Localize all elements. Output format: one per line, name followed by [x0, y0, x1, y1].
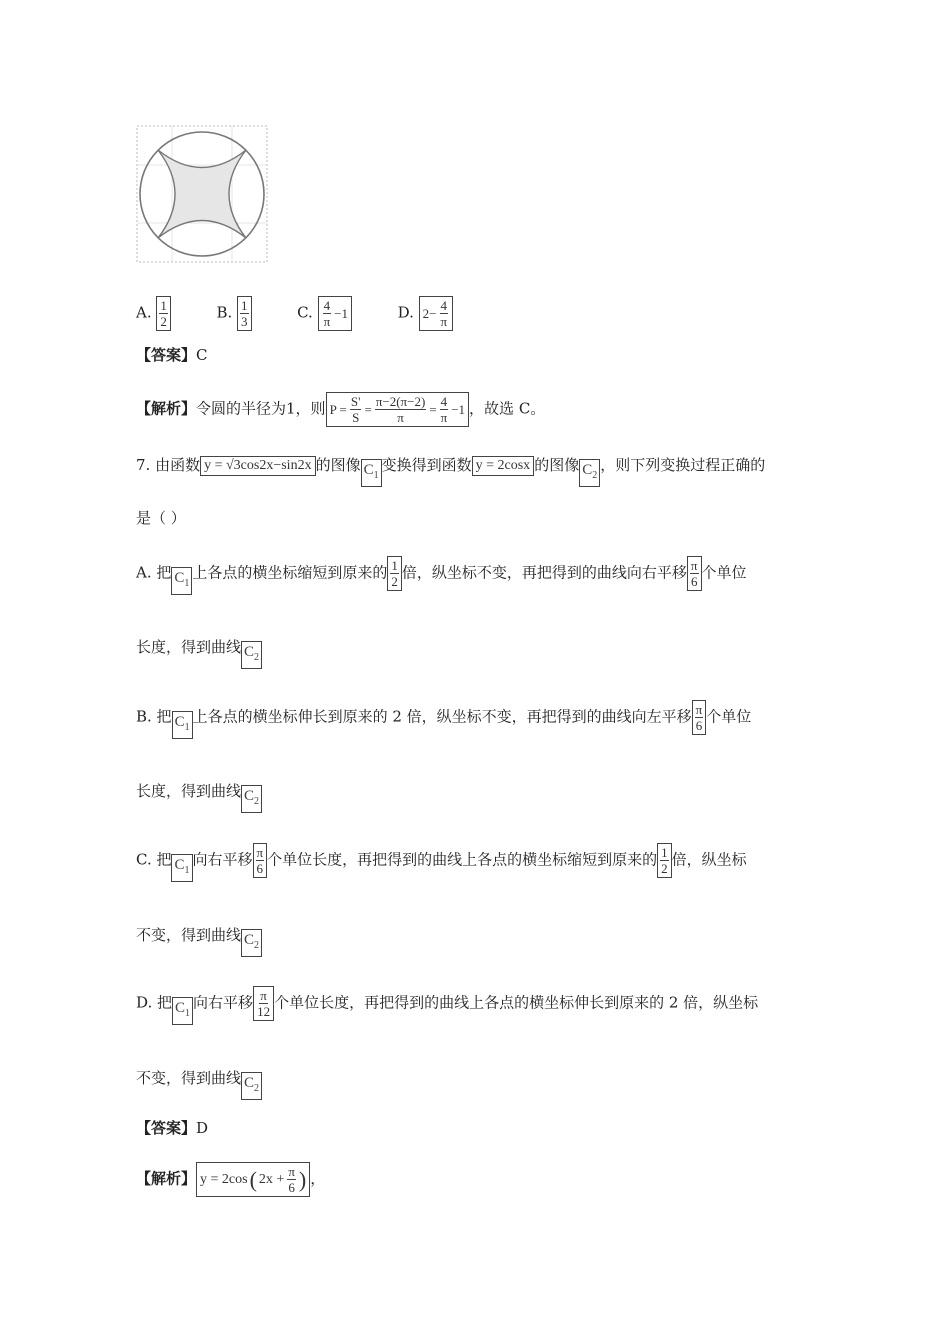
curve-c2	[579, 459, 600, 487]
option-a-line2-text: 长度，得到曲线	[136, 638, 242, 656]
frac-num: π	[288, 1164, 295, 1179]
formula-frac	[286, 1164, 297, 1195]
function-2: y = 2cosx	[472, 456, 535, 476]
option-b-fraction	[237, 296, 252, 331]
probability-formula	[326, 392, 469, 427]
formula-last-den: π	[440, 410, 448, 425]
curve-c1	[171, 567, 192, 595]
q6-analysis	[136, 392, 545, 427]
option-d-label: D.	[397, 303, 414, 322]
function-1: y = √3cos2x−sin2x	[200, 456, 315, 476]
curve-c2	[241, 1072, 262, 1100]
formula-p: P =	[329, 401, 347, 417]
option-a-frac1	[387, 556, 402, 591]
q7-option-b-line2	[136, 781, 262, 813]
formula-frac-s	[349, 394, 363, 425]
curve-c1	[171, 854, 192, 882]
c2-sub: 2	[254, 652, 260, 663]
q7-stem-c: 变换得到函数	[381, 456, 472, 474]
c1-sub: 1	[184, 577, 190, 589]
c1-sub: 1	[184, 864, 190, 876]
frac-num: π	[690, 558, 698, 573]
c1-sub: 1	[185, 1007, 191, 1019]
q7-stem	[136, 455, 765, 487]
frac-den: 6	[695, 718, 703, 733]
c1-letter: C	[363, 462, 374, 478]
frac-num: π	[260, 988, 267, 1003]
q7-option-c-line2	[136, 925, 262, 957]
option-c-fraction	[322, 298, 333, 329]
c2-letter: C	[244, 788, 255, 804]
formula-part-a: y = 2cos	[200, 1171, 248, 1187]
option-c-frac2	[657, 843, 672, 878]
option-d-text2: 个单位长度，再把得到的曲线上各点的横坐标伸长到原来的 2 倍，纵坐标	[274, 993, 759, 1012]
c2-letter: C	[244, 932, 255, 948]
option-b-den: 3	[241, 314, 248, 329]
answer-value: D	[196, 1119, 209, 1137]
answer-tag: 【答案】	[136, 1119, 197, 1137]
option-a-label: A.	[136, 303, 152, 322]
analysis-post: ，故选 C。	[469, 399, 546, 418]
paren-close: )	[298, 1166, 307, 1192]
option-b-frac1	[692, 700, 707, 735]
option-d-frac1	[253, 986, 274, 1021]
q7-option-b	[136, 700, 751, 739]
formula-part-b: 2x +	[258, 1171, 285, 1187]
option-a-text2: 倍，纵坐标不变，再把得到的曲线向右平移	[401, 563, 687, 582]
q7-option-a-line2	[136, 637, 262, 669]
option-d-expression	[419, 296, 453, 331]
option-a-fraction	[156, 296, 171, 331]
analysis-post: ，	[310, 1169, 326, 1188]
option-a-num: 1	[160, 298, 167, 313]
paren-open: (	[249, 1166, 257, 1192]
formula-eq2: =	[429, 401, 437, 417]
option-b-label: B. 把	[136, 707, 172, 726]
curve-c1	[361, 459, 382, 487]
option-c-text3: 倍，纵坐标	[671, 850, 747, 869]
c2-letter: C	[244, 644, 255, 660]
curve-c2	[241, 929, 262, 957]
formula-s-den: S	[352, 410, 360, 425]
analysis-text: 令圆的半径为1，则	[196, 399, 326, 418]
frac-num: 1	[661, 845, 668, 860]
q7-stem-a: 7. 由函数	[136, 456, 201, 474]
q7-stem-d: 的图像	[534, 456, 580, 474]
q7-analysis	[136, 1162, 325, 1197]
frac-den: 2	[661, 861, 668, 876]
option-c-frac1	[253, 843, 268, 878]
option-b-num: 1	[241, 298, 248, 313]
frac-den: 6	[690, 574, 698, 589]
option-a-frac2	[687, 556, 702, 591]
formula-mid-num: π−2(π−2)	[375, 394, 426, 409]
option-c-den: π	[323, 314, 331, 329]
c1-sub: 1	[184, 721, 190, 733]
option-b-label: B.	[216, 303, 233, 322]
c2-letter: C	[244, 1075, 255, 1091]
frac-den: 6	[256, 861, 264, 876]
option-c-num: 4	[323, 298, 331, 313]
option-a-text3: 个单位	[701, 563, 747, 582]
analysis-tag: 【解析】	[136, 1169, 197, 1188]
q7-option-c	[136, 843, 747, 882]
formula-tail: −1	[451, 401, 466, 417]
curve-c2	[241, 641, 262, 669]
option-b-text2: 个单位	[706, 707, 752, 726]
q7-option-d-line2	[136, 1068, 262, 1100]
option-d-num: 4	[440, 298, 447, 313]
option-c-tail: −1	[334, 305, 349, 321]
option-c-label: C. 把	[136, 850, 172, 869]
frac-num: π	[256, 845, 264, 860]
option-d-label: D. 把	[136, 993, 173, 1012]
analysis-formula	[196, 1162, 310, 1197]
option-c-text2: 个单位长度，再把得到的曲线上各点的横坐标缩短到原来的	[267, 850, 658, 869]
formula-s-num: S'	[350, 394, 361, 409]
answer-value: C	[196, 346, 208, 364]
option-c-line2-text: 不变，得到曲线	[136, 926, 242, 944]
c2-sub: 2	[592, 470, 598, 481]
q7-option-a	[136, 556, 747, 595]
option-d-fraction	[438, 298, 449, 329]
frac-den: 12	[257, 1004, 271, 1019]
c2-sub: 2	[254, 1083, 260, 1094]
frac-num: π	[695, 702, 703, 717]
option-c-text1: 向右平移	[192, 850, 253, 869]
option-d-head: 2−	[422, 305, 437, 321]
frac-den: 6	[288, 1180, 295, 1195]
option-d-text1: 向右平移	[193, 993, 254, 1012]
q6-answer	[136, 345, 208, 365]
formula-mid-den: π	[397, 410, 404, 425]
frac-den: 2	[391, 574, 398, 589]
curve-c1	[172, 997, 193, 1025]
curve-c2	[241, 785, 262, 813]
frac-num: 1	[391, 558, 398, 573]
c2-sub: 2	[254, 796, 260, 807]
circle-figure	[136, 125, 268, 263]
q7-answer	[136, 1118, 208, 1138]
c2-letter: C	[582, 462, 593, 478]
c1-letter: C	[174, 856, 185, 873]
c1-letter: C	[174, 713, 185, 730]
option-a-den: 2	[160, 314, 167, 329]
formula-eq1: =	[364, 401, 372, 417]
option-b-line2-text: 长度，得到曲线	[136, 782, 242, 800]
option-d-line2-text: 不变，得到曲线	[136, 1069, 242, 1087]
option-a-label: A. 把	[136, 563, 172, 582]
answer-tag: 【答案】	[136, 346, 197, 364]
q7-stem-line2: 是（ ）	[136, 509, 186, 527]
c1-letter: C	[175, 999, 186, 1016]
q7-option-d	[136, 986, 758, 1025]
c1-sub: 1	[373, 470, 379, 481]
formula-frac-last	[439, 394, 450, 425]
q7-stem-b: 的图像	[315, 456, 361, 474]
option-c-label: C.	[297, 303, 313, 322]
q6-options	[136, 296, 453, 331]
analysis-tag: 【解析】	[136, 399, 197, 418]
c2-sub: 2	[254, 940, 260, 951]
c1-letter: C	[174, 569, 185, 586]
option-a-text1: 上各点的横坐标缩短到原来的	[192, 563, 388, 582]
curve-c1	[172, 711, 193, 739]
formula-frac-mid	[374, 394, 427, 425]
q7-stem-e: ，则下列变换过程正确的	[600, 456, 766, 474]
option-d-den: π	[440, 314, 448, 329]
option-b-text1: 上各点的横坐标伸长到原来的 2 倍，纵坐标不变，再把得到的曲线向左平移	[192, 707, 692, 726]
option-c-expression	[318, 296, 352, 331]
formula-last-num: 4	[440, 394, 448, 409]
